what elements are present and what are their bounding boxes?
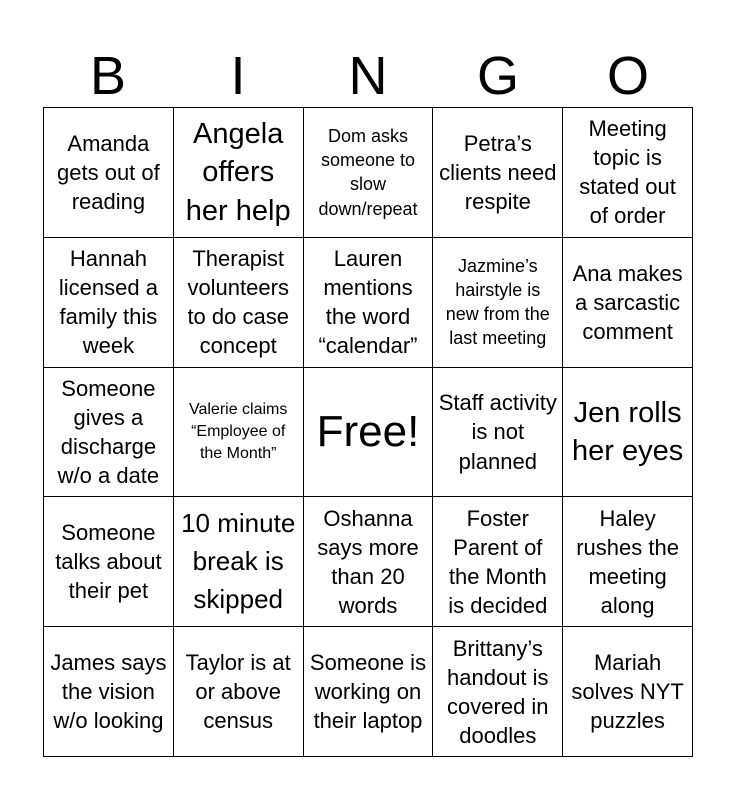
bingo-cell-r2-c4[interactable]	[433, 238, 563, 368]
cell-text: Haley rushes the meeting along	[576, 505, 679, 618]
bingo-cell-r4-c5[interactable]	[563, 497, 693, 627]
cell-text: Foster Parent of the Month is decided	[448, 505, 548, 618]
cell-text: Someone gives a discharge w/o a date	[57, 375, 160, 489]
cell-text: Jen rolls her eyes	[571, 396, 684, 467]
cell-text: Someone is working on their laptop	[309, 650, 427, 734]
header-letter-b: B	[89, 46, 127, 106]
bingo-cell-r2-c3[interactable]	[304, 238, 434, 368]
bingo-cell-r5-c5[interactable]	[563, 627, 693, 757]
header-letter-o: O	[606, 46, 649, 106]
bingo-cell-free[interactable]	[304, 368, 434, 498]
cell-text: Someone talks about their pet	[55, 520, 162, 604]
header-letter-n: N	[348, 46, 388, 106]
bingo-cell-r1-c3[interactable]	[304, 108, 434, 238]
cell-text: Ana makes a sarcastic comment	[572, 260, 683, 344]
free-space-text: Free!	[316, 406, 420, 456]
cell-text: James says the vision w/o looking	[50, 650, 167, 734]
cell-text: Mariah solves NYT puzzles	[571, 650, 684, 734]
bingo-cell-r1-c4[interactable]	[433, 108, 563, 238]
bingo-cell-r1-c2[interactable]	[174, 108, 304, 238]
bingo-cell-r5-c1[interactable]	[44, 627, 174, 757]
bingo-cell-r4-c1[interactable]	[44, 497, 174, 627]
cell-text: Oshanna says more than 20 words	[317, 505, 419, 618]
cell-text: Lauren mentions the word “calendar”	[318, 246, 418, 359]
cell-text: Dom asks someone to slow down/repeat	[318, 125, 418, 219]
bingo-cell-r5-c4[interactable]	[433, 627, 563, 757]
cell-text: Therapist volunteers to do case concept	[187, 246, 289, 359]
header-letter-i: I	[230, 46, 246, 106]
cell-text: Angela offers her help	[185, 118, 291, 227]
cell-text: Staff activity is not planned	[438, 390, 557, 474]
header-letter-g: G	[476, 46, 519, 106]
bingo-cell-r3-c5[interactable]	[563, 368, 693, 498]
cell-text: Brittany’s handout is covered in doodles	[447, 635, 549, 748]
cell-text: Amanda gets out of reading	[57, 130, 160, 214]
bingo-cell-r5-c3[interactable]	[304, 627, 434, 757]
cell-text: Jazmine’s hairstyle is new from the last meeting	[445, 255, 550, 349]
bingo-header	[43, 45, 693, 107]
bingo-cell-r1-c5[interactable]	[563, 108, 693, 238]
bingo-cell-r1-c1[interactable]	[44, 108, 174, 238]
bingo-cell-r2-c5[interactable]	[563, 238, 693, 368]
bingo-cell-r5-c2[interactable]	[174, 627, 304, 757]
bingo-cell-r3-c2[interactable]	[174, 368, 304, 498]
cell-text: 10 minute break is skipped	[181, 508, 296, 614]
bingo-cell-r2-c2[interactable]	[174, 238, 304, 368]
bingo-cell-r4-c2[interactable]	[174, 497, 304, 627]
bingo-cell-r4-c3[interactable]	[304, 497, 434, 627]
bingo-cell-r4-c4[interactable]	[433, 497, 563, 627]
cell-text: Valerie claims “Employee of the Month”	[188, 400, 288, 463]
bingo-grid	[43, 107, 693, 757]
cell-text: Meeting topic is stated out of order	[579, 116, 676, 229]
cell-text: Petra’s clients need respite	[439, 130, 557, 214]
bingo-cell-r3-c1[interactable]	[44, 368, 174, 498]
cell-text: Hannah licensed a family this week	[58, 246, 158, 359]
bingo-cell-r2-c1[interactable]	[44, 238, 174, 368]
bingo-cell-r3-c4[interactable]	[433, 368, 563, 498]
cell-text: Taylor is at or above census	[185, 650, 291, 734]
